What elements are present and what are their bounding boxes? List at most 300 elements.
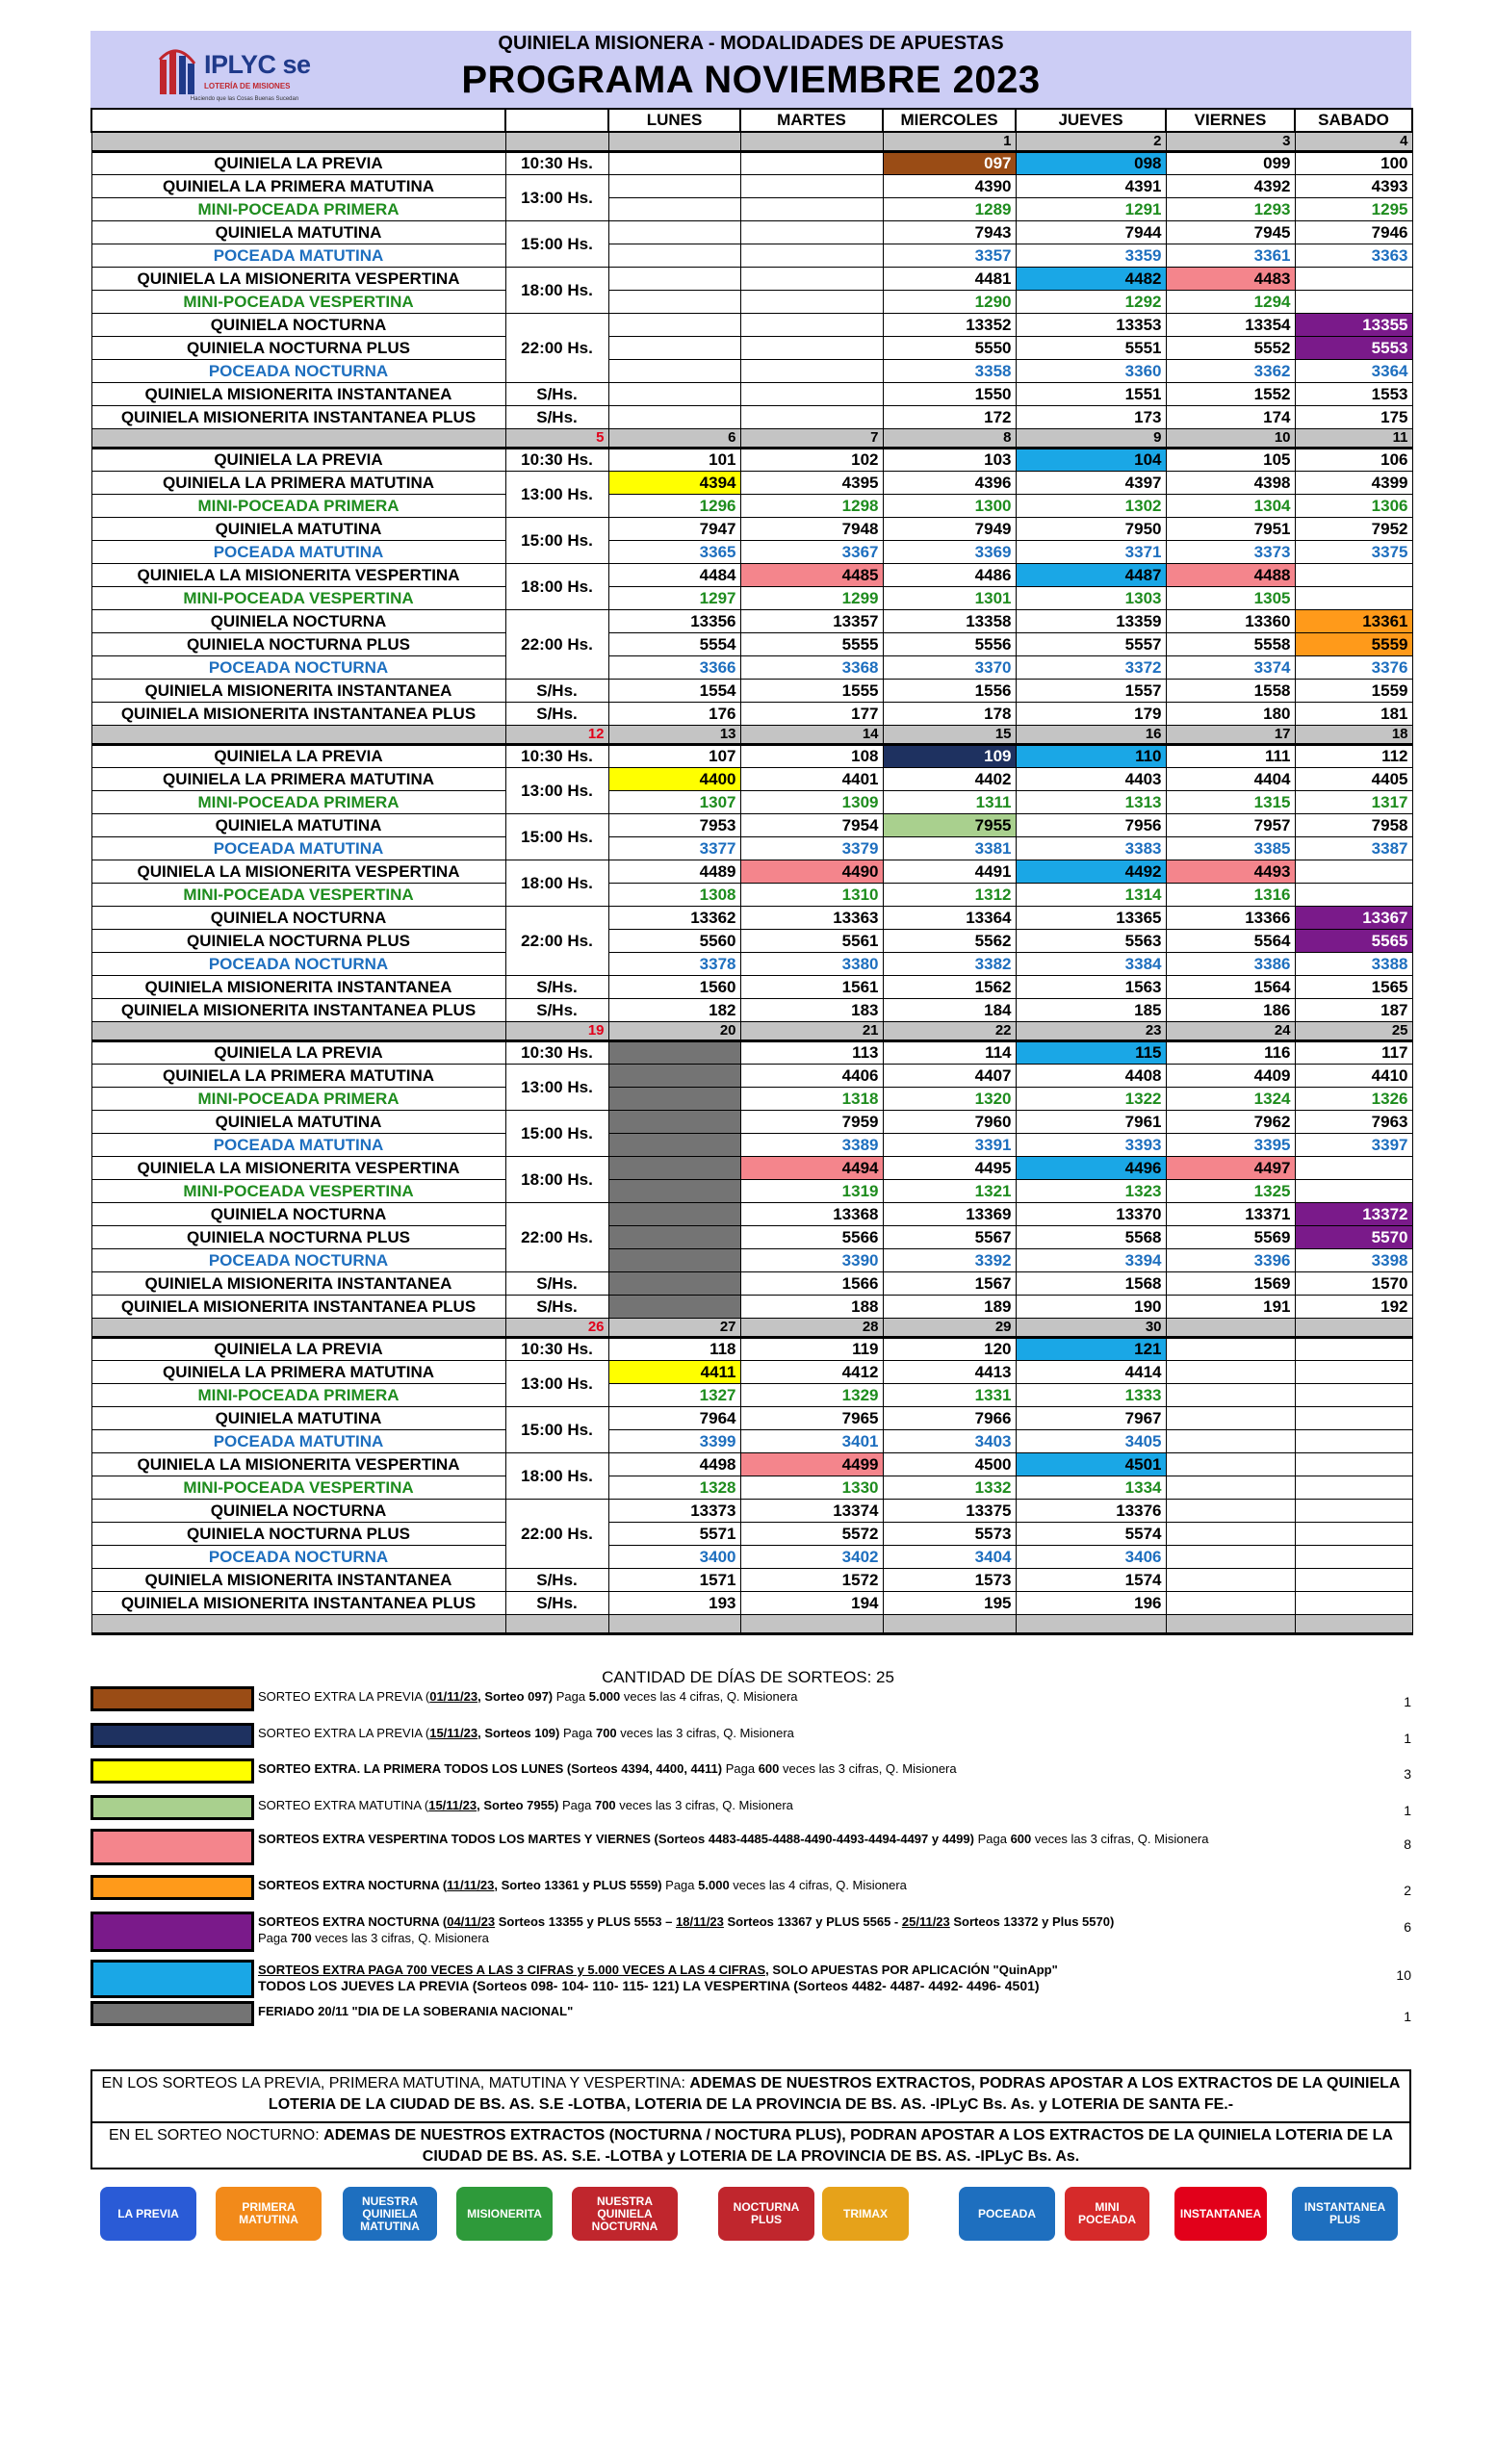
draw-number-viernes: 1552 [1166,383,1295,406]
draw-number-martes: 183 [740,999,883,1022]
draw-number-miercoles: 4491 [883,860,1016,884]
draw-number-jueves: 1313 [1016,791,1166,814]
draw-name: MINI-POCEADA VESPERTINA [91,587,505,610]
draw-row [91,680,1412,703]
draw-number-miercoles: 3382 [883,953,1016,976]
draw-name: POCEADA NOCTURNA [91,1249,505,1272]
draw-number-sabado: 4410 [1295,1065,1412,1088]
draw-row [91,1226,1412,1249]
draw-number-viernes: 4493 [1166,860,1295,884]
draw-number-sabado: 175 [1295,406,1412,429]
draw-number-lunes: 1308 [608,884,740,907]
draw-time: 13:00 Hs. [505,175,608,221]
draw-number-viernes: 1304 [1166,495,1295,518]
brand-logos-strip [90,2187,1411,2245]
legend-item [90,2001,1411,2026]
draw-name: QUINIELA LA MISIONERITA VESPERTINA [91,564,505,587]
logo-misionerita: MISIONERITA [456,2187,553,2241]
draw-number-martes: 7948 [740,518,883,541]
draw-number-jueves: 5563 [1016,930,1166,953]
draw-number-miercoles: 172 [883,406,1016,429]
draw-number-lunes [608,1296,740,1319]
draw-number-jueves: 4487 [1016,564,1166,587]
draw-row [91,383,1412,406]
draw-time: 22:00 Hs. [505,610,608,680]
schedule-table [90,108,1413,1635]
date-row [91,132,1412,152]
draw-name: QUINIELA NOCTURNA [91,907,505,930]
draw-time: 10:30 Hs. [505,1338,608,1361]
draw-number-sabado: 1326 [1295,1088,1412,1111]
draw-number-miercoles: 3392 [883,1249,1016,1272]
draw-number-martes [740,198,883,221]
draw-number-martes: 3390 [740,1249,883,1272]
draw-number-sabado [1295,1523,1412,1546]
draw-number-viernes [1166,1569,1295,1592]
draw-row [91,564,1412,587]
draw-days-count: CANTIDAD DE DÍAS DE SORTEOS: 25 [602,1668,894,1686]
draw-number-viernes: 3361 [1166,244,1295,268]
logo-instantanea: INSTANTANEA [1174,2187,1267,2241]
draw-row [91,1430,1412,1453]
draw-number-sabado: 1565 [1295,976,1412,999]
draw-number-sabado: 1559 [1295,680,1412,703]
draw-row [91,1476,1412,1500]
date-cell: 14 [740,726,883,745]
date-cell: 30 [1016,1319,1166,1338]
draw-number-jueves: 115 [1016,1041,1166,1065]
draw-number-lunes: 1297 [608,587,740,610]
date-cell [91,726,505,745]
date-cell: 6 [608,429,740,449]
draw-name: MINI-POCEADA PRIMERA [91,1384,505,1407]
draw-number-miercoles: 4390 [883,175,1016,198]
draw-number-sabado [1295,1180,1412,1203]
draw-number-viernes: 4483 [1166,268,1295,291]
draw-number-lunes: 4400 [608,768,740,791]
draw-number-viernes: 111 [1166,745,1295,768]
draw-number-miercoles: 097 [883,152,1016,175]
draw-row [91,1180,1412,1203]
draw-number-jueves: 1314 [1016,884,1166,907]
draw-time: 18:00 Hs. [505,1157,608,1203]
draw-number-miercoles: 1331 [883,1384,1016,1407]
end-cell [1295,1615,1412,1634]
draw-time: 10:30 Hs. [505,449,608,472]
draw-number-miercoles: 3357 [883,244,1016,268]
draw-row [91,175,1412,198]
draw-number-jueves: 1563 [1016,976,1166,999]
draw-time: 15:00 Hs. [505,814,608,860]
draw-number-miercoles: 5562 [883,930,1016,953]
draw-number-martes: 4499 [740,1453,883,1476]
sunday-date [505,132,608,152]
draw-number-lunes [608,1041,740,1065]
draw-number-jueves: 4397 [1016,472,1166,495]
draw-name: QUINIELA LA PRIMERA MATUTINA [91,472,505,495]
draw-number-lunes: 3399 [608,1430,740,1453]
draw-number-lunes: 182 [608,999,740,1022]
day-label-lunes: LUNES [608,109,740,132]
draw-number-miercoles: 1301 [883,587,1016,610]
draw-number-jueves: 13359 [1016,610,1166,633]
draw-number-sabado: 7958 [1295,814,1412,837]
draw-time: 10:30 Hs. [505,745,608,768]
date-cell: 25 [1295,1022,1412,1041]
draw-number-martes: 1572 [740,1569,883,1592]
legend-item [90,1960,1411,1998]
draw-number-miercoles: 1320 [883,1088,1016,1111]
draw-row [91,541,1412,564]
draw-number-martes: 5572 [740,1523,883,1546]
draw-number-miercoles: 13364 [883,907,1016,930]
draw-number-lunes: 4484 [608,564,740,587]
draw-number-miercoles: 195 [883,1592,1016,1615]
draw-number-sabado: 1570 [1295,1272,1412,1296]
draw-time: 22:00 Hs. [505,907,608,976]
draw-number-martes: 108 [740,745,883,768]
legend-item [90,1875,1411,1900]
draw-number-miercoles: 13369 [883,1203,1016,1226]
draw-number-jueves: 3360 [1016,360,1166,383]
draw-row [91,1569,1412,1592]
draw-row [91,518,1412,541]
draw-time: S/Hs. [505,1592,608,1615]
date-row [91,1022,1412,1041]
draw-number-lunes [608,1088,740,1111]
draw-number-sabado: 117 [1295,1041,1412,1065]
legend-count: 6 [1404,1919,1411,1935]
draw-time: 15:00 Hs. [505,1111,608,1157]
draw-number-lunes: 5571 [608,1523,740,1546]
draw-number-martes: 1319 [740,1180,883,1203]
draw-time: 15:00 Hs. [505,1407,608,1453]
draw-number-lunes [608,1272,740,1296]
draw-number-miercoles: 7955 [883,814,1016,837]
draw-number-lunes: 7947 [608,518,740,541]
legend-swatch [90,1758,254,1784]
draw-number-jueves: 1303 [1016,587,1166,610]
draw-number-martes: 3402 [740,1546,883,1569]
date-row [91,1319,1412,1338]
draw-number-lunes: 101 [608,449,740,472]
draw-number-viernes [1166,1338,1295,1361]
date-cell: 8 [883,429,1016,449]
draw-number-miercoles: 3404 [883,1546,1016,1569]
draw-number-martes: 7959 [740,1111,883,1134]
logo-la-previa: LA PREVIA [100,2187,196,2241]
draw-number-miercoles: 5567 [883,1226,1016,1249]
draw-row [91,587,1412,610]
draw-number-lunes: 5560 [608,930,740,953]
draw-number-miercoles: 1290 [883,291,1016,314]
draw-number-jueves: 098 [1016,152,1166,175]
draw-name: POCEADA MATUTINA [91,1134,505,1157]
draw-number-viernes: 7957 [1166,814,1295,837]
draw-number-viernes: 4404 [1166,768,1295,791]
sunday-date: 5 [505,429,608,449]
draw-number-lunes: 7953 [608,814,740,837]
draw-name: QUINIELA LA PREVIA [91,1041,505,1065]
draw-number-jueves: 3406 [1016,1546,1166,1569]
draw-number-lunes [608,337,740,360]
legend-count: 2 [1404,1883,1411,1898]
draw-number-martes: 3379 [740,837,883,860]
draw-name: QUINIELA LA MISIONERITA VESPERTINA [91,268,505,291]
draw-name: QUINIELA LA MISIONERITA VESPERTINA [91,1157,505,1180]
draw-number-miercoles: 1562 [883,976,1016,999]
draw-number-martes: 4406 [740,1065,883,1088]
draw-row [91,1384,1412,1407]
legend-swatch [90,1795,254,1820]
draw-name: QUINIELA LA PRIMERA MATUTINA [91,768,505,791]
logo-nocturna-plus: NOCTURNA PLUS [718,2187,814,2241]
draw-number-viernes: 4497 [1166,1157,1295,1180]
legend-swatch [90,1686,254,1711]
draw-name: MINI-POCEADA VESPERTINA [91,884,505,907]
draw-number-viernes: 13366 [1166,907,1295,930]
draw-number-miercoles: 1573 [883,1569,1016,1592]
draw-number-sabado: 7946 [1295,221,1412,244]
draw-number-martes: 5561 [740,930,883,953]
draw-name: POCEADA NOCTURNA [91,360,505,383]
logo-mini-poceada: MINI POCEADA [1065,2187,1149,2241]
draw-number-miercoles: 4500 [883,1453,1016,1476]
draw-number-sabado [1295,1430,1412,1453]
draw-row [91,1453,1412,1476]
legend-description: SORTEOS EXTRA PAGA 700 VECES A LAS 3 CIFRAS y 5.000 VECES A LAS 4 CIFRAS, SOLO APUESTAS POR APLICACIÓN "QuinApp" TODOS LOS JUEVES LA PREVIA (Sorteos 098- 104- 110- 115- 121) LA VESPERTINA (Sorteos 4482- 4487- 4492- 4496- 4501) [258,1963,1058,1993]
draw-number-jueves: 3359 [1016,244,1166,268]
date-cell: 21 [740,1022,883,1041]
date-cell [91,429,505,449]
draw-row [91,837,1412,860]
draw-number-sabado: 181 [1295,703,1412,726]
draw-name: QUINIELA MISIONERITA INSTANTANEA [91,976,505,999]
draw-number-lunes: 3366 [608,656,740,680]
draw-name: QUINIELA NOCTURNA PLUS [91,337,505,360]
draw-time: 22:00 Hs. [505,1203,608,1272]
date-cell: 10 [1166,429,1295,449]
draw-number-sabado: 3398 [1295,1249,1412,1272]
draw-row [91,907,1412,930]
draw-number-viernes: 1305 [1166,587,1295,610]
draw-number-jueves: 4414 [1016,1361,1166,1384]
draw-number-jueves: 1291 [1016,198,1166,221]
draw-number-sabado [1295,1500,1412,1523]
draw-number-jueves: 4408 [1016,1065,1166,1088]
draw-row [91,291,1412,314]
draw-number-miercoles: 5556 [883,633,1016,656]
draw-number-martes: 194 [740,1592,883,1615]
draw-number-sabado [1295,1546,1412,1569]
draw-name: MINI-POCEADA VESPERTINA [91,1476,505,1500]
draw-name: QUINIELA NOCTURNA PLUS [91,1226,505,1249]
day-header-row [91,109,1412,132]
draw-name: QUINIELA LA PRIMERA MATUTINA [91,1361,505,1384]
draw-name: QUINIELA MATUTINA [91,221,505,244]
draw-number-martes: 5566 [740,1226,883,1249]
draw-number-sabado: 13355 [1295,314,1412,337]
draw-number-lunes [608,383,740,406]
draw-name: MINI-POCEADA VESPERTINA [91,1180,505,1203]
draw-number-viernes: 5564 [1166,930,1295,953]
draw-number-jueves: 3372 [1016,656,1166,680]
draw-number-viernes: 3395 [1166,1134,1295,1157]
draw-name: QUINIELA NOCTURNA PLUS [91,930,505,953]
draw-number-jueves: 13376 [1016,1500,1166,1523]
draw-number-martes [740,221,883,244]
draw-number-sabado [1295,1592,1412,1615]
date-cell: 29 [883,1319,1016,1338]
draw-number-sabado [1295,1157,1412,1180]
draw-number-sabado [1295,291,1412,314]
draw-time: 15:00 Hs. [505,221,608,268]
draw-number-martes: 13374 [740,1500,883,1523]
draw-number-lunes [608,291,740,314]
end-cell [505,1615,608,1634]
draw-number-martes [740,314,883,337]
draw-name: QUINIELA LA PREVIA [91,449,505,472]
document-header [90,31,1411,108]
draw-row [91,930,1412,953]
legend-count: 1 [1404,1803,1411,1818]
draw-number-martes [740,360,883,383]
draw-number-viernes: 3374 [1166,656,1295,680]
draw-number-sabado: 3363 [1295,244,1412,268]
draw-row [91,976,1412,999]
legend-swatch [90,1829,254,1865]
note-nocturnal-draws: EN EL SORTEO NOCTURNO: ADEMAS DE NUESTROS EXTRACTOS (NOCTURNA / NOCTURA PLUS), PODRAN APOSTAR A LOS EXTRACTOS DE LA QUINIELA LOTERIA DE LA CIUDAD DE BS. AS. S.E. -LOTBA y LOTERIA DE LA PROVINCIA DE BS. AS. -IPLyC Bs. As. [109,2127,1393,2165]
draw-number-martes [740,383,883,406]
legend-description: SORTEO EXTRA LA PREVIA (15/11/23, Sorteos 109) Paga 700 veces las 3 cifras, Q. Misionera [258,1726,794,1740]
header-blank [505,109,608,132]
draw-number-martes [740,268,883,291]
draw-number-viernes: 3385 [1166,837,1295,860]
draw-name: MINI-POCEADA PRIMERA [91,1088,505,1111]
draw-time: 18:00 Hs. [505,1453,608,1500]
draw-number-viernes: 13371 [1166,1203,1295,1226]
draw-row [91,472,1412,495]
draw-number-sabado: 192 [1295,1296,1412,1319]
draw-number-jueves: 3371 [1016,541,1166,564]
draw-number-jueves: 4492 [1016,860,1166,884]
draw-number-miercoles: 178 [883,703,1016,726]
draw-number-jueves: 3405 [1016,1430,1166,1453]
draw-name: QUINIELA MATUTINA [91,518,505,541]
legend-description: SORTEO EXTRA MATUTINA (15/11/23, Sorteo 7955) Paga 700 veces las 3 cifras, Q. Misionera [258,1798,793,1812]
draw-row [91,610,1412,633]
draw-number-lunes [608,1157,740,1180]
note-daytime-draws: EN LOS SORTEOS LA PREVIA, PRIMERA MATUTINA, MATUTINA Y VESPERTINA: ADEMAS DE NUESTROS EXTRACTOS, PODRAS APOSTAR A LOS EXTRACTOS DE LA QUINIELA LOTERIA DE LA CIUDAD DE BS. AS. S.E -LOTBA, LOTERIA DE LA PROVINCIA DE BS. AS. -IPLyC Bs. As. y LOTERIA DE SANTA FE.- [101,2075,1401,2113]
end-cell [1016,1615,1166,1634]
draw-number-lunes: 4489 [608,860,740,884]
draw-name: POCEADA NOCTURNA [91,953,505,976]
legend-item [90,1795,1411,1820]
draw-name: QUINIELA LA PREVIA [91,745,505,768]
draw-number-sabado [1295,1361,1412,1384]
draw-row [91,1065,1412,1088]
draw-number-sabado [1295,1407,1412,1430]
draw-number-miercoles: 103 [883,449,1016,472]
draw-number-sabado: 5565 [1295,930,1412,953]
draw-number-miercoles: 3391 [883,1134,1016,1157]
draw-number-martes: 4494 [740,1157,883,1180]
draw-number-miercoles: 109 [883,745,1016,768]
draw-number-sabado: 100 [1295,152,1412,175]
draw-number-viernes: 3396 [1166,1249,1295,1272]
date-row [91,726,1412,745]
legend-count: 1 [1404,2009,1411,2024]
date-cell: 18 [1295,726,1412,745]
draw-number-viernes: 180 [1166,703,1295,726]
draw-number-jueves: 185 [1016,999,1166,1022]
draw-number-sabado: 106 [1295,449,1412,472]
document-title: PROGRAMA NOVIEMBRE 2023 [461,59,1041,101]
draw-name: QUINIELA MISIONERITA INSTANTANEA [91,383,505,406]
draw-time: 13:00 Hs. [505,1361,608,1407]
draw-name: QUINIELA LA PREVIA [91,1338,505,1361]
draw-row [91,1088,1412,1111]
draw-number-jueves: 7944 [1016,221,1166,244]
draw-number-lunes: 5554 [608,633,740,656]
legend-item [90,1912,1411,1952]
draw-number-martes: 3380 [740,953,883,976]
draw-time: S/Hs. [505,1569,608,1592]
draw-row [91,337,1412,360]
draw-row [91,360,1412,383]
draw-time: S/Hs. [505,999,608,1022]
draw-number-lunes [608,314,740,337]
day-label-jueves: JUEVES [1016,109,1166,132]
draw-time: 18:00 Hs. [505,860,608,907]
draw-number-jueves: 1574 [1016,1569,1166,1592]
draw-number-viernes: 7962 [1166,1111,1295,1134]
draw-number-jueves: 1322 [1016,1088,1166,1111]
draw-number-sabado [1295,268,1412,291]
draw-number-sabado: 3388 [1295,953,1412,976]
draw-number-viernes: 174 [1166,406,1295,429]
draw-number-jueves: 5568 [1016,1226,1166,1249]
draw-number-lunes [608,268,740,291]
draw-time: 18:00 Hs. [505,268,608,314]
draw-row [91,1041,1412,1065]
draw-number-martes: 7954 [740,814,883,837]
draw-row [91,1111,1412,1134]
draw-name: QUINIELA NOCTURNA [91,610,505,633]
draw-row [91,1203,1412,1226]
draw-number-lunes: 7964 [608,1407,740,1430]
draw-number-miercoles: 1550 [883,383,1016,406]
draw-row [91,656,1412,680]
draw-number-martes: 1555 [740,680,883,703]
draw-number-miercoles: 4407 [883,1065,1016,1088]
draw-number-jueves: 3383 [1016,837,1166,860]
date-cell [91,132,505,152]
draw-number-miercoles: 1332 [883,1476,1016,1500]
draw-number-sabado [1295,564,1412,587]
schedule-body [91,109,1412,1634]
draw-number-martes: 1561 [740,976,883,999]
draw-number-miercoles: 120 [883,1338,1016,1361]
draw-number-lunes: 107 [608,745,740,768]
draw-number-miercoles: 1312 [883,884,1016,907]
draw-number-sabado [1295,1476,1412,1500]
draw-time: S/Hs. [505,406,608,429]
draw-number-lunes [608,244,740,268]
draw-number-martes: 113 [740,1041,883,1065]
draw-number-viernes [1166,1523,1295,1546]
draw-number-viernes [1166,1384,1295,1407]
